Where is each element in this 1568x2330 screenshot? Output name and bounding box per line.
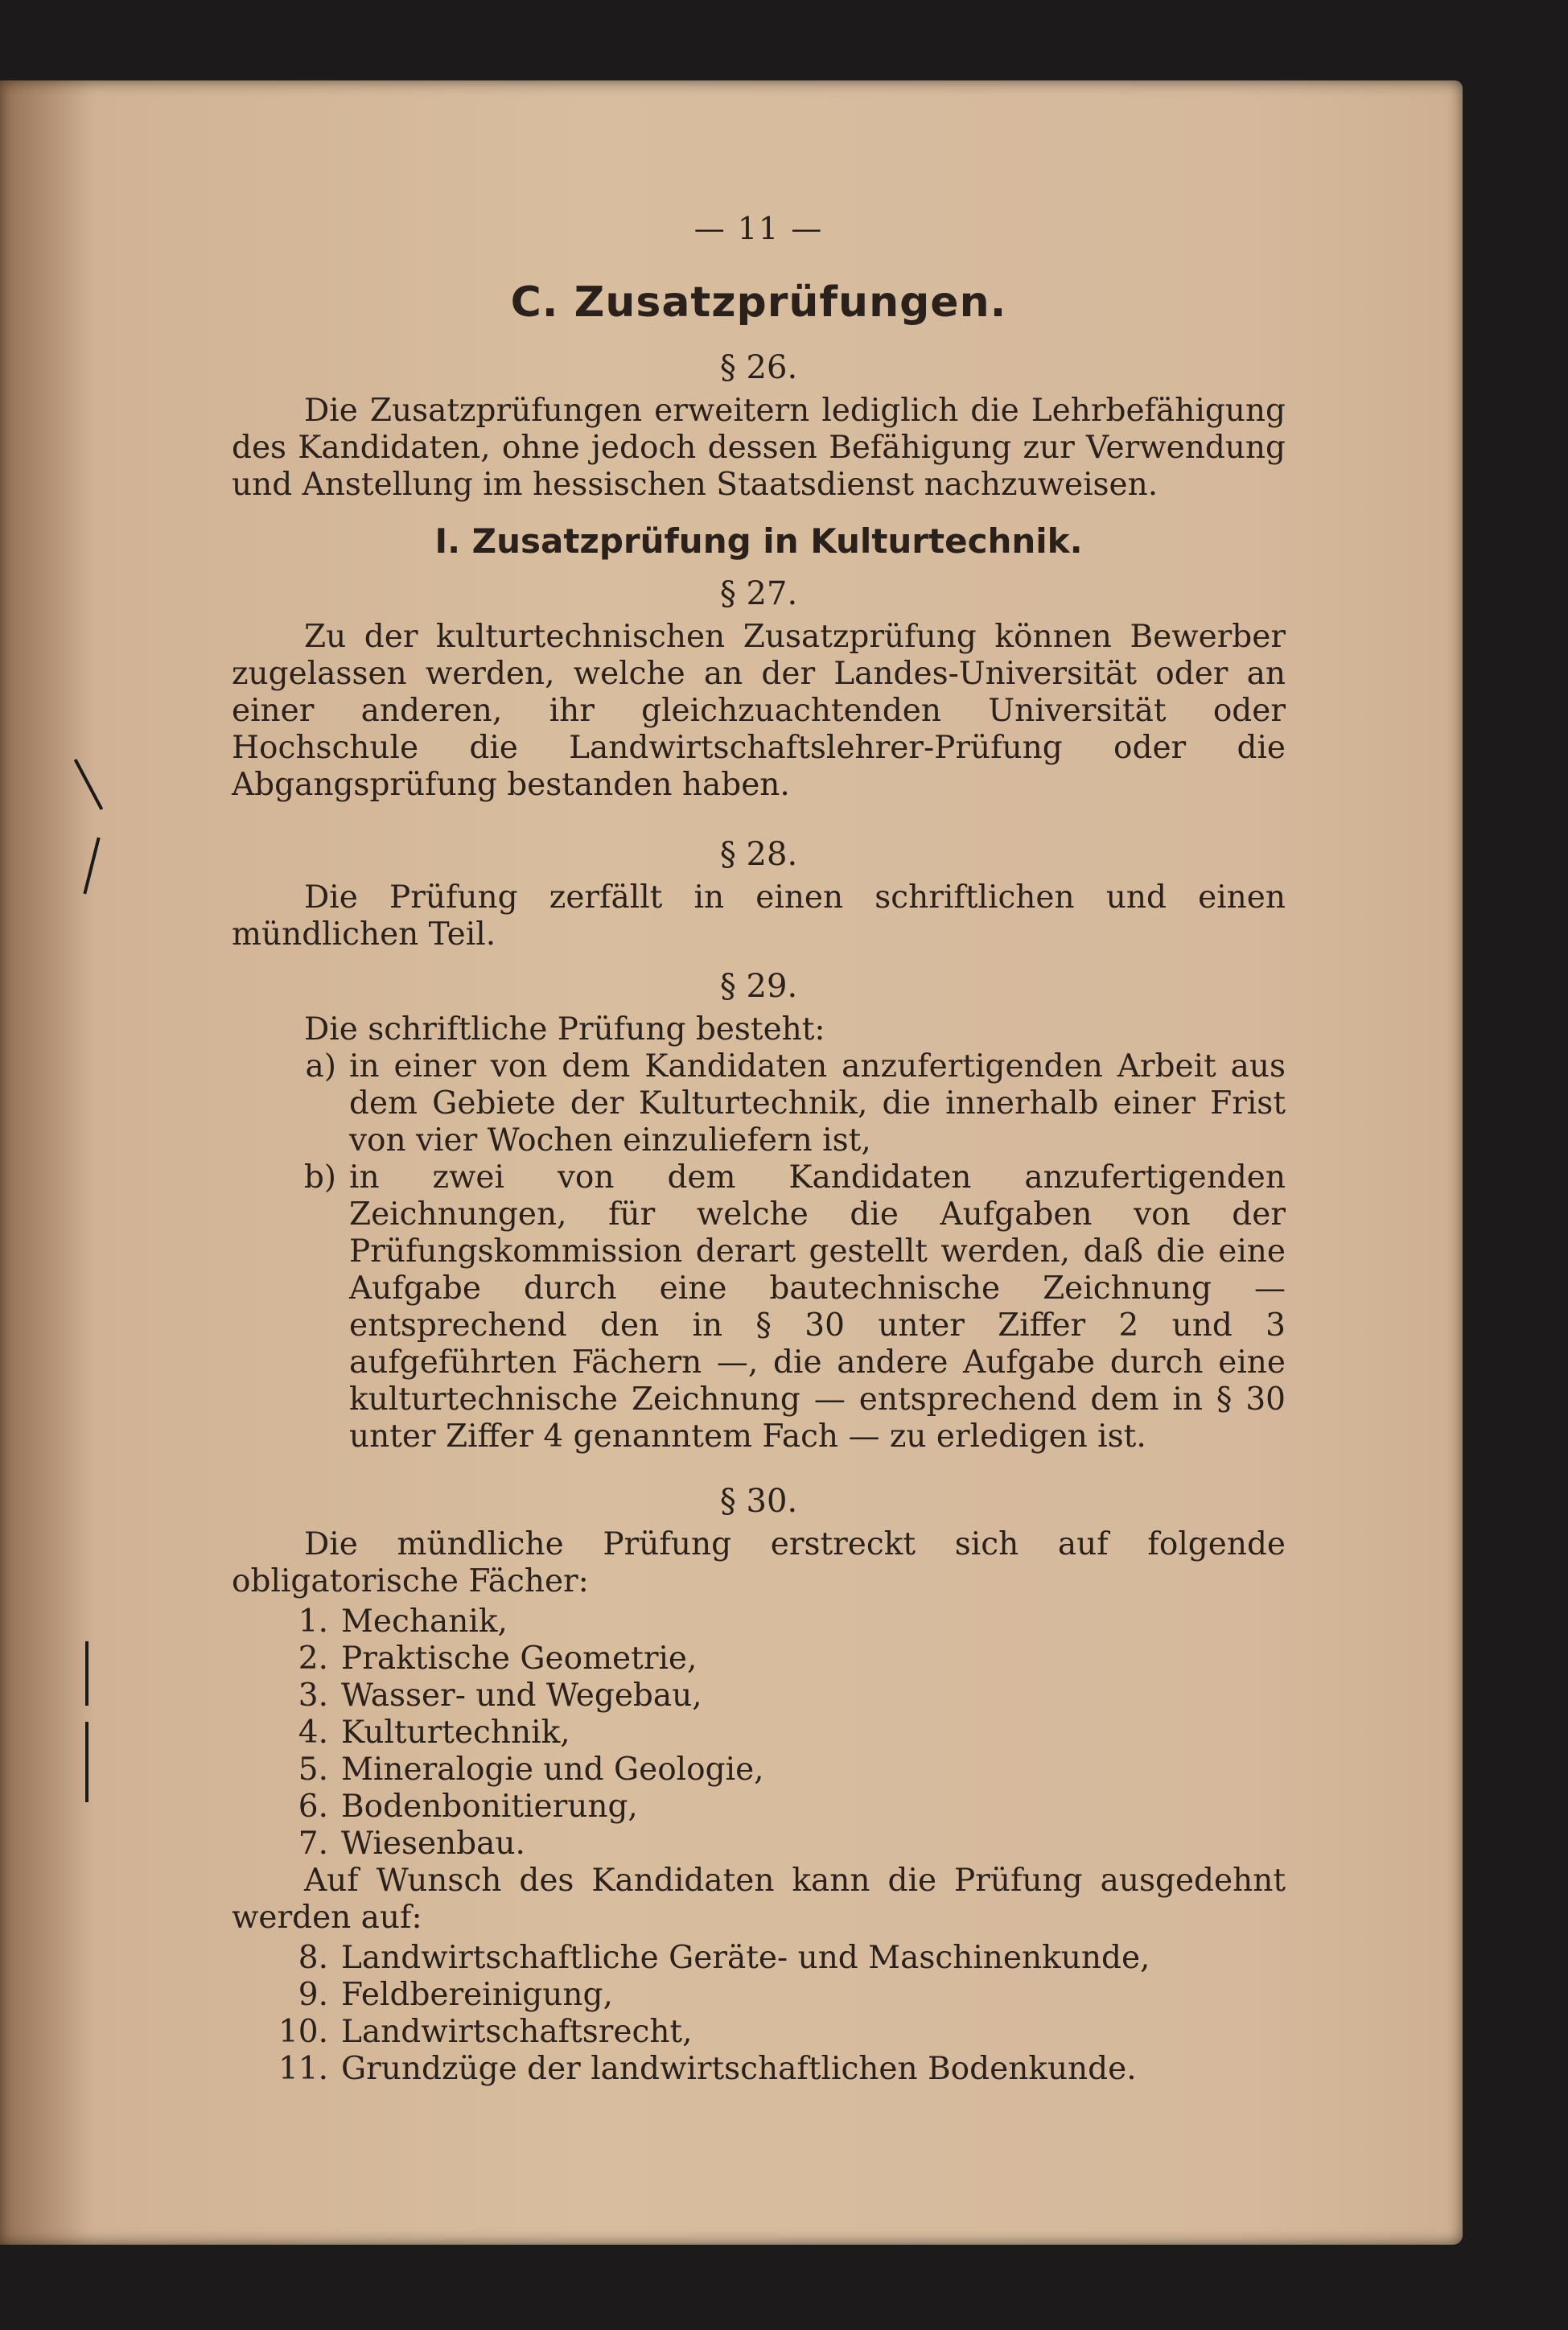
list-item [232, 1940, 1286, 1977]
paragraph-30-extension: Auf Wunsch des Kandidaten kann die Prüfung ausgedehnt werden auf: [232, 1863, 1286, 1936]
list-item-label: a) [305, 1048, 336, 1085]
list-item-label: 2. [298, 1640, 328, 1677]
paragraph-29-number: § 29. [719, 968, 798, 1005]
paragraph-27-number: § 27. [719, 575, 798, 612]
list-item [232, 1715, 1286, 1752]
paragraph-29-list [232, 1048, 1286, 1455]
margin-mark-bar-upper [85, 1641, 88, 1706]
paragraph-30-list [232, 1603, 1286, 1863]
paragraph-30-intro: Die mündliche Prüfung erstreckt sich auf folgende obligatorische Fächer: [232, 1526, 1286, 1599]
list-item-text: Wasser- und Wegebau, [341, 1678, 702, 1714]
paragraph-26-text: Die Zusatzprüfungen erweitern lediglich die Lehrbefähigung des Kandidaten, ohne jedoch dessen Befähigung zur Verwendung und Anstellung im hessischen Staatsdienst nachzuweisen. [232, 393, 1286, 503]
section-heading: C. Zusatzprüfungen. [510, 278, 1007, 327]
paragraph-30-optional-list [232, 1940, 1286, 2088]
list-item-text: Wiesenbau. [341, 1826, 525, 1862]
list-item [232, 1789, 1286, 1826]
list-item-text: in einer von dem Kandidaten anzufertigenden Arbeit aus dem Gebiete der Kulturtechnik, die innerhalb einer Frist von vier Wochen einzuliefern ist, [349, 1048, 1286, 1159]
list-item-label: 11. [278, 2051, 328, 2087]
list-item [232, 1048, 1286, 1159]
list-item-label: 6. [298, 1789, 328, 1825]
list-item [232, 1159, 1286, 1455]
list-item-label: 7. [298, 1826, 328, 1862]
list-item-text: Mechanik, [341, 1603, 508, 1640]
list-item [232, 1977, 1286, 2014]
list-item [232, 1752, 1286, 1789]
page-number: — 11 — [693, 211, 824, 246]
list-item-label: 9. [298, 1977, 328, 2013]
subsection-heading: I. Zusatzprüfung in Kulturtechnik. [434, 521, 1083, 561]
list-item-label: 8. [298, 1940, 328, 1976]
list-item [232, 1826, 1286, 1863]
list-item-text: Landwirtschaftsrecht, [341, 2014, 693, 2050]
list-item-text: Kulturtechnik, [341, 1715, 570, 1751]
list-item [232, 1603, 1286, 1640]
page-content [232, 211, 1286, 2088]
list-item [232, 1640, 1286, 1678]
list-item-label: 10. [278, 2014, 328, 2050]
list-item-label: 5. [298, 1752, 328, 1788]
list-item-label: 3. [298, 1678, 328, 1714]
margin-mark-bar-lower [85, 1722, 88, 1802]
paragraph-26-number: § 26. [719, 349, 798, 386]
paragraph-28-text: Die Prüfung zerfällt in einen schriftlichen und einen mündlichen Teil. [232, 879, 1286, 953]
list-item [232, 2051, 1286, 2088]
list-item-text: Grundzüge der landwirtschaftlichen Bodenkunde. [341, 2051, 1137, 2087]
list-item-text: in zwei von dem Kandidaten anzufertigenden Zeichnungen, für welche die Aufgaben von der Prüfungskommission derart gestellt werden, daß die eine Aufgabe durch eine bautechnische Zeichnung — entsprechend den in § 30 unter Ziffer 2 und 3 aufgeführten Fächern —, die andere Aufgabe durch eine kulturtechnische Zeichnung — entsprechend dem in § 30 unter Ziffer 4 genanntem Fach — zu erledigen ist. [349, 1159, 1286, 1455]
paragraph-30-number: § 30. [719, 1483, 798, 1520]
list-item-text: Mineralogie und Geologie, [341, 1752, 764, 1788]
list-item-label: b) [303, 1159, 336, 1196]
list-item-text: Feldbereinigung, [341, 1977, 613, 2013]
list-item-label: 4. [298, 1715, 328, 1751]
paragraph-27-text: Zu der kulturtechnischen Zusatzprüfung können Bewerber zugelassen werden, welche an der Landes-Universität oder an einer anderen, ihr gleichzuachtenden Universität oder Hochschule die Landwirtschaftslehrer-Prüfung oder die Abgangsprüfung bestanden haben. [232, 619, 1286, 803]
list-item-text: Landwirtschaftliche Geräte- und Maschinenkunde, [341, 1940, 1150, 1976]
paragraph-28-number: § 28. [719, 836, 798, 873]
list-item-text: Bodenbonitierung, [341, 1789, 638, 1825]
paragraph-29-intro: Die schriftliche Prüfung besteht: [304, 1011, 825, 1048]
page-gutter-shadow [0, 80, 97, 2245]
list-item [232, 1678, 1286, 1715]
list-item [232, 2014, 1286, 2051]
list-item-label: 1. [298, 1603, 328, 1640]
list-item-text: Praktische Geometrie, [341, 1640, 698, 1677]
